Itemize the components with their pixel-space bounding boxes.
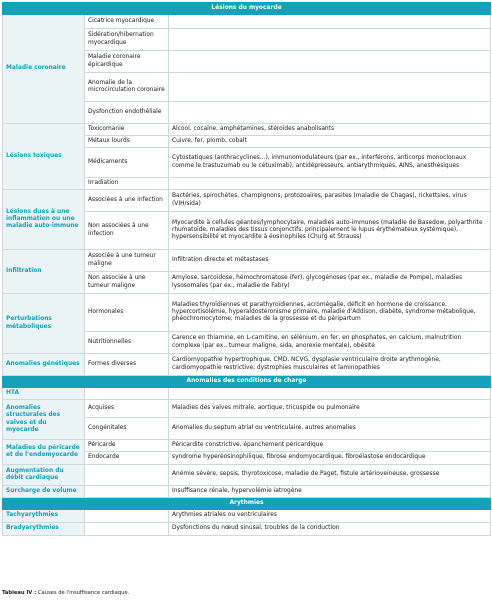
subcategory-cell: Formes diverses — [85, 354, 169, 376]
cause-cell: Infiltration directe et métastases — [169, 250, 491, 272]
subcategory-cell — [85, 510, 169, 523]
subcategory-cell — [85, 486, 169, 498]
section-title: Lésions du myocarde — [3, 3, 491, 15]
cause-cell: Anémie sévère, sepsis, thyrotoxicose, maladie de Paget, fistule artérioveineuse, grossesse — [169, 465, 491, 486]
category-cell: Anomalies structurales des valves et du myocarde — [3, 400, 85, 440]
cause-cell: Dysfonctions du nœud sinusal, troubles de la conduction — [169, 523, 491, 536]
table-row — [3, 124, 491, 136]
subcategory-cell: Irradiation — [85, 178, 169, 190]
causes-table — [2, 2, 491, 536]
caption-text: Causes de l'insuffisance cardiaque. — [37, 590, 130, 596]
subcategory-cell: Hormonales — [85, 294, 169, 332]
subcategory-cell: Acquises — [85, 400, 169, 418]
table-row — [3, 400, 491, 418]
category-cell: Maladies du péricarde et de l'endomyocarde — [3, 440, 85, 465]
category-cell: Anomalies génétiques — [3, 354, 85, 376]
cause-cell: Arythmies atriales ou ventriculaires — [169, 510, 491, 523]
cause-cell: Cardiomyopathie hypertrophique, CMD, NCVG, dysplasie ventriculaire droite arythmogène, cardiomyopathie restrictive, dystrophies musculaires et laminopathies — [169, 354, 491, 376]
table-container — [2, 2, 490, 536]
category-cell: Surcharge de volume — [3, 486, 85, 498]
subcategory-cell: Cicatrice myocardique — [85, 15, 169, 29]
cause-cell: Maladies thyroïdiennes et parathyroïdiennes, acromégalie, déficit en hormone de croissance, hypercortisolémie, hyperaldostéronisme primaire, maladie d'Addison, diabète, syndrome métabolique, phéochromocytome, maladies de la grossesse et du péripartum — [169, 294, 491, 332]
category-cell: HTA — [3, 388, 85, 400]
subcategory-cell: Non associées à une infection — [85, 212, 169, 250]
subcategory-cell: Médicaments — [85, 148, 169, 178]
subcategory-cell — [85, 465, 169, 486]
section-header-row — [3, 3, 491, 15]
subcategory-cell: Toxicomanie — [85, 124, 169, 136]
cause-cell — [169, 388, 491, 400]
cause-cell: Alcool, cocaïne, amphétamines, stéroïdes anabolisants — [169, 124, 491, 136]
cause-cell: Cuivre, fer, plomb, cobalt — [169, 136, 491, 148]
category-cell: Perturbations métaboliques — [3, 294, 85, 354]
section-header-row — [3, 376, 491, 388]
table-row — [3, 440, 491, 452]
category-cell: Maladie coronaire — [3, 15, 85, 124]
category-cell: Lésions dues à une inflammation ou une maladie auto-immune — [3, 190, 85, 250]
section-title: Arythmies — [3, 498, 491, 510]
category-cell: Tachyarythmies — [3, 510, 85, 523]
cause-cell: Cytostatiques (anthracyclines...), immunomodulateurs (par ex., interférons, anticorps monoclonaux comme le trastuzumab ou le cétuximab), antidépresseurs, antiarythmiques, AINS, anesthésiques — [169, 148, 491, 178]
category-cell: Augmentation du débit cardiaque — [3, 465, 85, 486]
subcategory-cell: Sidération/hibernation myocardique — [85, 29, 169, 51]
table-row — [3, 388, 491, 400]
cause-cell: Insuffisance rénale, hypervolémie iatrogène — [169, 486, 491, 498]
cause-cell: syndrome hyperéosinophilique, fibrose endomyocardique, fibroélastose endocardique — [169, 452, 491, 465]
cause-cell — [169, 15, 491, 29]
subcategory-cell: Congénitales — [85, 418, 169, 440]
subcategory-cell: Associées à une infection — [85, 190, 169, 212]
subcategory-cell — [85, 388, 169, 400]
subcategory-cell: Nutritionnelles — [85, 332, 169, 354]
cause-cell — [169, 178, 491, 190]
cause-cell: Carence en thiamine, en L-carnitine, en sélénium, en fer, en phosphates, en calcium, malnutrition complexe (par ex., tumeur maligne, sida, anorexie mentale), obésité — [169, 332, 491, 354]
cause-cell: Maladies des valves mitrale, aortique, tricuspide ou pulmonaire — [169, 400, 491, 418]
subcategory-cell: Associée à une tumeur maligne — [85, 250, 169, 272]
table-row — [3, 465, 491, 486]
section-title: Anomalies des conditions de charge — [3, 376, 491, 388]
subcategory-cell: Dysfonction endothéliale — [85, 102, 169, 124]
table-row — [3, 294, 491, 332]
table-row — [3, 15, 491, 29]
category-cell: Lésions toxiques — [3, 124, 85, 190]
cause-cell — [169, 51, 491, 73]
cause-cell — [169, 29, 491, 51]
table-caption — [2, 590, 129, 596]
subcategory-cell: Endocarde — [85, 452, 169, 465]
cause-cell: Myocardite à cellules géantes/lymphocytaire, maladies auto-immunes (maladie de Basedow, polyarthrite rhumatoïde, maladies des tissus conjonctifs, principalement le lupus érythémateux systémique), hypersensibilité et myocardite à éosinophiles (Churg et Strauss) — [169, 212, 491, 250]
cause-cell — [169, 73, 491, 102]
category-cell: Infiltration — [3, 250, 85, 294]
category-cell: Bradyarythmies — [3, 523, 85, 536]
subcategory-cell: Maladie coronaire épicardique — [85, 51, 169, 73]
cause-cell: Amylose, sarcoïdose, hémochromatose (fer), glycogénoses (par ex., maladie de Pompe), maladies lysosomales (par ex., maladie de Fabry) — [169, 272, 491, 294]
cause-cell: Péricardite constrictive, épanchement péricardique — [169, 440, 491, 452]
subcategory-cell: Péricarde — [85, 440, 169, 452]
subcategory-cell — [85, 523, 169, 536]
table-row — [3, 486, 491, 498]
subcategory-cell: Anomalie de la microcirculation coronaire — [85, 73, 169, 102]
table-row — [3, 510, 491, 523]
table-row — [3, 250, 491, 272]
cause-cell: Bactéries, spirochètes, champignons, protozoaires, parasites (maladie de Chagas), rickettsies, virus (VIH/sida) — [169, 190, 491, 212]
cause-cell: Anomalies du septum atrial ou ventriculaire, autres anomalies — [169, 418, 491, 440]
cause-cell — [169, 102, 491, 124]
subcategory-cell: Métaux lourds — [85, 136, 169, 148]
caption-label: Tableau IV : — [2, 590, 37, 596]
section-header-row — [3, 498, 491, 510]
table-row — [3, 523, 491, 536]
table-row — [3, 354, 491, 376]
table-row — [3, 190, 491, 212]
subcategory-cell: Non associée à une tumeur maligne — [85, 272, 169, 294]
